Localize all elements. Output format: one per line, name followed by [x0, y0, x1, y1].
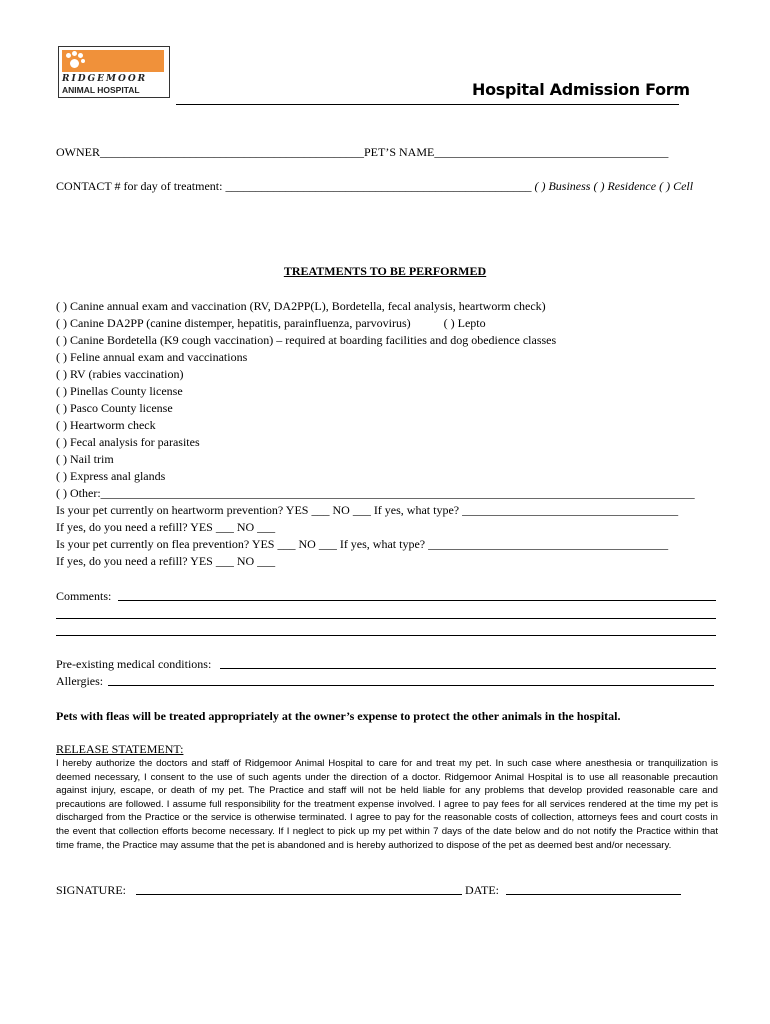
title-divider: [176, 104, 679, 105]
date-label: DATE:: [462, 883, 502, 897]
paw-icon: [70, 59, 79, 68]
treatment-item-other[interactable]: ( ) Other:___________________________________________________________________________________________________: [56, 486, 695, 500]
treatment-item[interactable]: ( ) Nail trim: [56, 452, 114, 466]
logo-paw-banner: [62, 50, 164, 72]
comments-line[interactable]: [56, 618, 716, 619]
contact-field[interactable]: [56, 178, 693, 195]
contact-label: CONTACT # for day of treatment: ___________________________________________________: [56, 179, 535, 193]
signature-label: SIGNATURE:: [56, 883, 130, 897]
treatment-item[interactable]: ( ) Canine annual exam and vaccination (RV, DA2PP(L), Bordetella, fecal analysis, heartworm check): [56, 299, 546, 313]
paw-toe-icon: [66, 53, 71, 58]
treatment-item[interactable]: ( ) RV (rabies vaccination): [56, 367, 184, 381]
paw-toe-icon: [81, 59, 85, 63]
treatment-item[interactable]: ( ) Heartworm check: [56, 418, 156, 432]
treatments-heading: TREATMENTS TO BE PERFORMED: [283, 264, 487, 278]
treatment-item[interactable]: ( ) Express anal glands: [56, 469, 166, 483]
preexisting-label: Pre-existing medical conditions:: [56, 657, 212, 671]
flea-refill-question[interactable]: If yes, do you need a refill? YES ___ NO ___: [56, 554, 276, 568]
date-line[interactable]: [506, 894, 681, 895]
treatment-item[interactable]: ( ) Canine Bordetella (K9 cough vaccination) – required at boarding facilities and dog obedience classes: [56, 333, 557, 347]
allergies-label: Allergies:: [56, 674, 107, 688]
logo-subtitle: ANIMAL HOSPITAL: [62, 85, 140, 95]
treatment-item[interactable]: ( ) Pasco County license: [56, 401, 173, 415]
signature-line[interactable]: [136, 894, 462, 895]
contact-options[interactable]: ( ) Business ( ) Residence ( ) Cell: [534, 179, 694, 193]
comments-line[interactable]: [118, 600, 716, 601]
release-heading: RELEASE STATEMENT:: [56, 742, 184, 756]
release-text: I hereby authorize the doctors and staff of Ridgemoor Animal Hospital to care for and treat my pet. In such case where anesthesia or tranquilization is deemed necessary, I consent to the use of such agents under the direction of a doctor. Ridgemoor Animal Hospital is to use all reasonable precaution against injury, escape, or death of my pet. The Practice and staff will not be held liable for any problems that develop provided reasonable care and precautions are followed. I assume full responsibility for the treatment expense involved. I agree to pay fees for all services rendered at the time my pet is discharged from the Practice or the service is otherwise terminated. I agree to pay for the reasonable costs of collection, attorneys fees and court costs in the event that collection efforts become necessary. If I neglect to pick up my pet within 7 days of the date below and do not notify the Practice within that time frame, the Practice may assume that the pet is abandoned and is hereby authorized to dispose of the pet as deemed best and/or necessary.: [56, 758, 718, 851]
logo-name: RIDGEMOOR: [62, 74, 148, 84]
treatment-item[interactable]: ( ) Pinellas County license: [56, 384, 183, 398]
treatment-item[interactable]: ( ) Feline annual exam and vaccinations: [56, 350, 248, 364]
heartworm-question[interactable]: Is your pet currently on heartworm prevention? YES ___ NO ___ If yes, what type? ____________________________________: [56, 503, 679, 517]
hospital-logo: [58, 46, 170, 98]
flea-notice: Pets with fleas will be treated appropriately at the owner’s expense to protect the other animals in the hospital.: [56, 709, 621, 723]
flea-question[interactable]: Is your pet currently on flea prevention? YES ___ NO ___ If yes, what type? ________________________________________: [56, 537, 669, 551]
paw-toe-icon: [78, 53, 83, 58]
allergies-line[interactable]: [108, 685, 714, 686]
paw-toe-icon: [72, 51, 77, 56]
comments-line[interactable]: [56, 635, 716, 636]
treatment-item[interactable]: ( ) Fecal analysis for parasites: [56, 435, 200, 449]
form-title: Hospital Admission Form: [472, 80, 690, 99]
comments-label: Comments:: [56, 589, 115, 603]
treatment-item[interactable]: ( ) Canine DA2PP (canine distemper, hepatitis, parainfluenza, parvovirus) ( ) Lepto: [56, 316, 486, 330]
heartworm-refill-question[interactable]: If yes, do you need a refill? YES ___ NO ___: [56, 520, 276, 534]
owner-pet-name-field[interactable]: OWNER____________________________________________PET’S NAME_______________________________________: [56, 145, 669, 159]
preexisting-line[interactable]: [220, 668, 716, 669]
